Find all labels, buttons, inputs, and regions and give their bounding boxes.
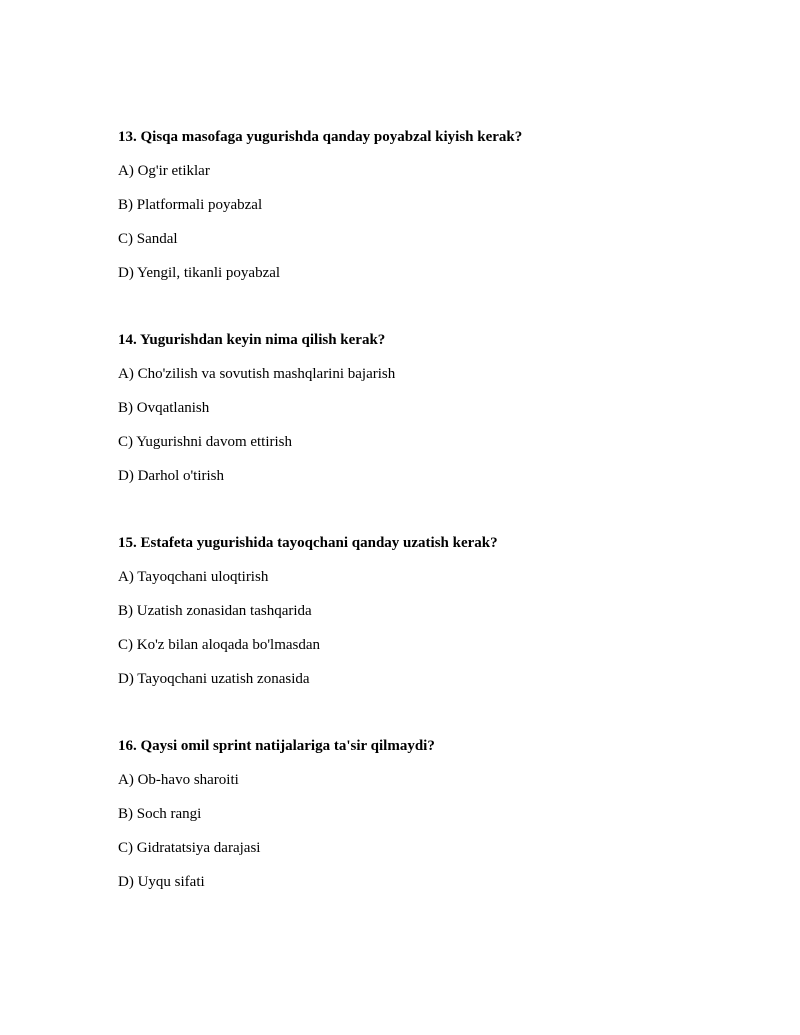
question-text: 15. Estafeta yugurishida tayoqchani qanday uzatish kerak? <box>118 535 498 551</box>
question-16 <box>118 737 758 891</box>
question-13 <box>118 128 758 282</box>
option-b: B) Soch rangi <box>118 806 202 822</box>
option-c: C) Ko'z bilan aloqada bo'lmasdan <box>118 637 321 653</box>
option-b: B) Ovqatlanish <box>118 400 210 416</box>
option-c: C) Yugurishni davom ettirish <box>118 434 293 450</box>
question-text: 16. Qaysi omil sprint natijalariga ta'sir qilmaydi? <box>118 738 435 754</box>
question-text: 13. Qisqa masofaga yugurishda qanday poyabzal kiyish kerak? <box>118 129 523 145</box>
option-b: B) Uzatish zonasidan tashqarida <box>118 603 312 619</box>
question-14 <box>118 331 758 485</box>
option-a: A) Tayoqchani uloqtirish <box>118 569 269 585</box>
option-d: D) Darhol o'tirish <box>118 468 225 484</box>
question-15 <box>118 534 758 688</box>
option-d: D) Tayoqchani uzatish zonasida <box>118 671 310 687</box>
option-a: A) Ob-havo sharoiti <box>118 772 239 788</box>
question-text: 14. Yugurishdan keyin nima qilish kerak? <box>118 332 386 348</box>
option-c: C) Sandal <box>118 231 178 247</box>
option-a: A) Og'ir etiklar <box>118 163 210 179</box>
option-d: D) Uyqu sifati <box>118 874 205 890</box>
option-a: A) Cho'zilish va sovutish mashqlarini bajarish <box>118 366 396 382</box>
option-c: C) Gidratatsiya darajasi <box>118 840 261 856</box>
option-d: D) Yengil, tikanli poyabzal <box>118 265 281 281</box>
option-b: B) Platformali poyabzal <box>118 197 263 213</box>
